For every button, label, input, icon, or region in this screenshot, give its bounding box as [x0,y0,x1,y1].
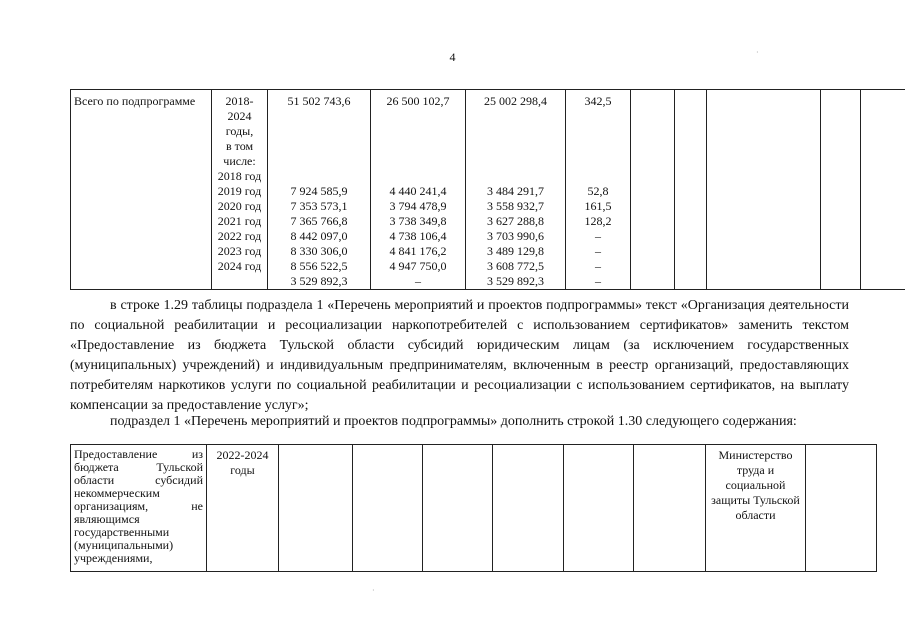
years-header-line: 2024 [227,109,252,123]
empty-cell [707,90,821,290]
year-value: – [595,274,601,288]
funding-column-3 [466,90,566,290]
year-value: 3 489 129,8 [487,244,544,258]
funding-column-4 [566,90,631,290]
responsible-cell [706,445,806,572]
year-label: 2018 год [217,169,262,183]
empty-cell [423,445,493,572]
empty-cell [675,90,707,290]
amendment-paragraph-2: подраздел 1 «Перечень мероприятий и проектов подпрограммы» дополнить строкой 1.30 следующего содержания: [110,414,797,429]
year-value: 7 924 585,9 [290,184,348,198]
year-value: 52,8 [587,184,609,198]
year-label: 2023 год [217,244,262,258]
year-value: 4 841 176,2 [389,244,447,258]
subprogram-label: Всего по подпрограмме [74,94,196,108]
scan-speck: · [372,586,375,595]
empty-cell [493,445,564,572]
amendment-paragraph-1: в строке 1.29 таблицы подраздела 1 «Перечень мероприятий и проектов подпрограммы» текст «Организация деятельности по социальной реабилитации и ресоциализации наркопотребителей с использованием сертификатов» заменить текстом «Предоставление из бюджета Тульской области субсидий юридическим лицам (за исключением государственных (муниципальных) учреждений) и индивидуальным предпринимателям, включенным в реестр организаций, предоставляющих потребителям наркотиков услуги по социальной реабилитации и ресоциализации с использованием сертификатов, на выплату компенсации за предоставление услуг»; [70,298,849,413]
responsible-executor: Министерство труда и социальной защиты Тульской области [711,448,800,522]
empty-cell [861,90,905,290]
year-label: 2019 год [217,184,262,198]
year-value: 3 529 892,3 [487,274,544,288]
year-value: 7 353 573,1 [290,199,348,213]
page-number: 4 [449,50,456,64]
year-value: 4 947 750,0 [389,259,447,273]
years-header-line: в том [225,139,254,153]
years-header-line: 2018- [225,94,254,108]
total-funding-column [268,90,371,290]
year-value: 4 440 241,4 [389,184,447,198]
subprogram-label-cell [71,90,212,290]
year-label: 2022 год [217,229,262,243]
year-value: 8 556 522,5 [290,259,348,273]
year-label: 2020 год [217,199,262,213]
column-total: 26 500 102,7 [386,94,450,108]
year-value: 4 738 106,4 [389,229,447,243]
new-row-table [70,444,877,572]
column-total: 25 002 298,4 [484,94,547,108]
year-value: 3 627 288,8 [487,214,544,228]
year-value: 3 738 349,8 [389,214,447,228]
empty-cell [806,445,877,572]
scan-speck: · [756,48,759,57]
empty-cell [634,445,706,572]
year-value: 3 703 990,6 [487,229,544,243]
year-value: 3 529 892,3 [290,274,348,288]
year-value: 3 608 772,5 [487,259,544,273]
measure-name: Предоставление из бюджета Тульской области субсидий некоммерческим организациям, не являющимся государственными (муниципальными) учреждениями, [74,447,203,565]
year-label: 2024 год [217,259,262,273]
measure-years: 2022-2024 годы [216,448,269,477]
years-cell [212,90,268,290]
years-header-line: числе: [223,154,256,168]
column-total: 51 502 743,6 [287,94,351,108]
subprogram-total-table [70,89,905,290]
year-label: 2021 год [217,214,262,228]
measure-name-cell [71,445,207,572]
measure-years-cell [207,445,279,572]
funding-column-2 [371,90,466,290]
year-value: 128,2 [584,214,612,228]
year-value: 3 484 291,7 [487,184,544,198]
year-value: – [595,244,601,258]
year-value: 161,5 [584,199,612,213]
column-total: 342,5 [584,94,612,108]
year-value: 8 330 306,0 [290,244,348,258]
year-value: – [595,229,601,243]
years-header-line: годы, [225,124,254,138]
empty-cell [279,445,353,572]
year-value: 3 794 478,9 [389,199,447,213]
year-value: – [415,274,421,288]
empty-cell [564,445,634,572]
empty-cell [821,90,861,290]
empty-cell [631,90,675,290]
empty-cell [353,445,423,572]
year-value: 8 442 097,0 [290,229,348,243]
year-value: 3 558 932,7 [487,199,544,213]
year-value: – [595,259,601,273]
year-value: 7 365 766,8 [290,214,348,228]
